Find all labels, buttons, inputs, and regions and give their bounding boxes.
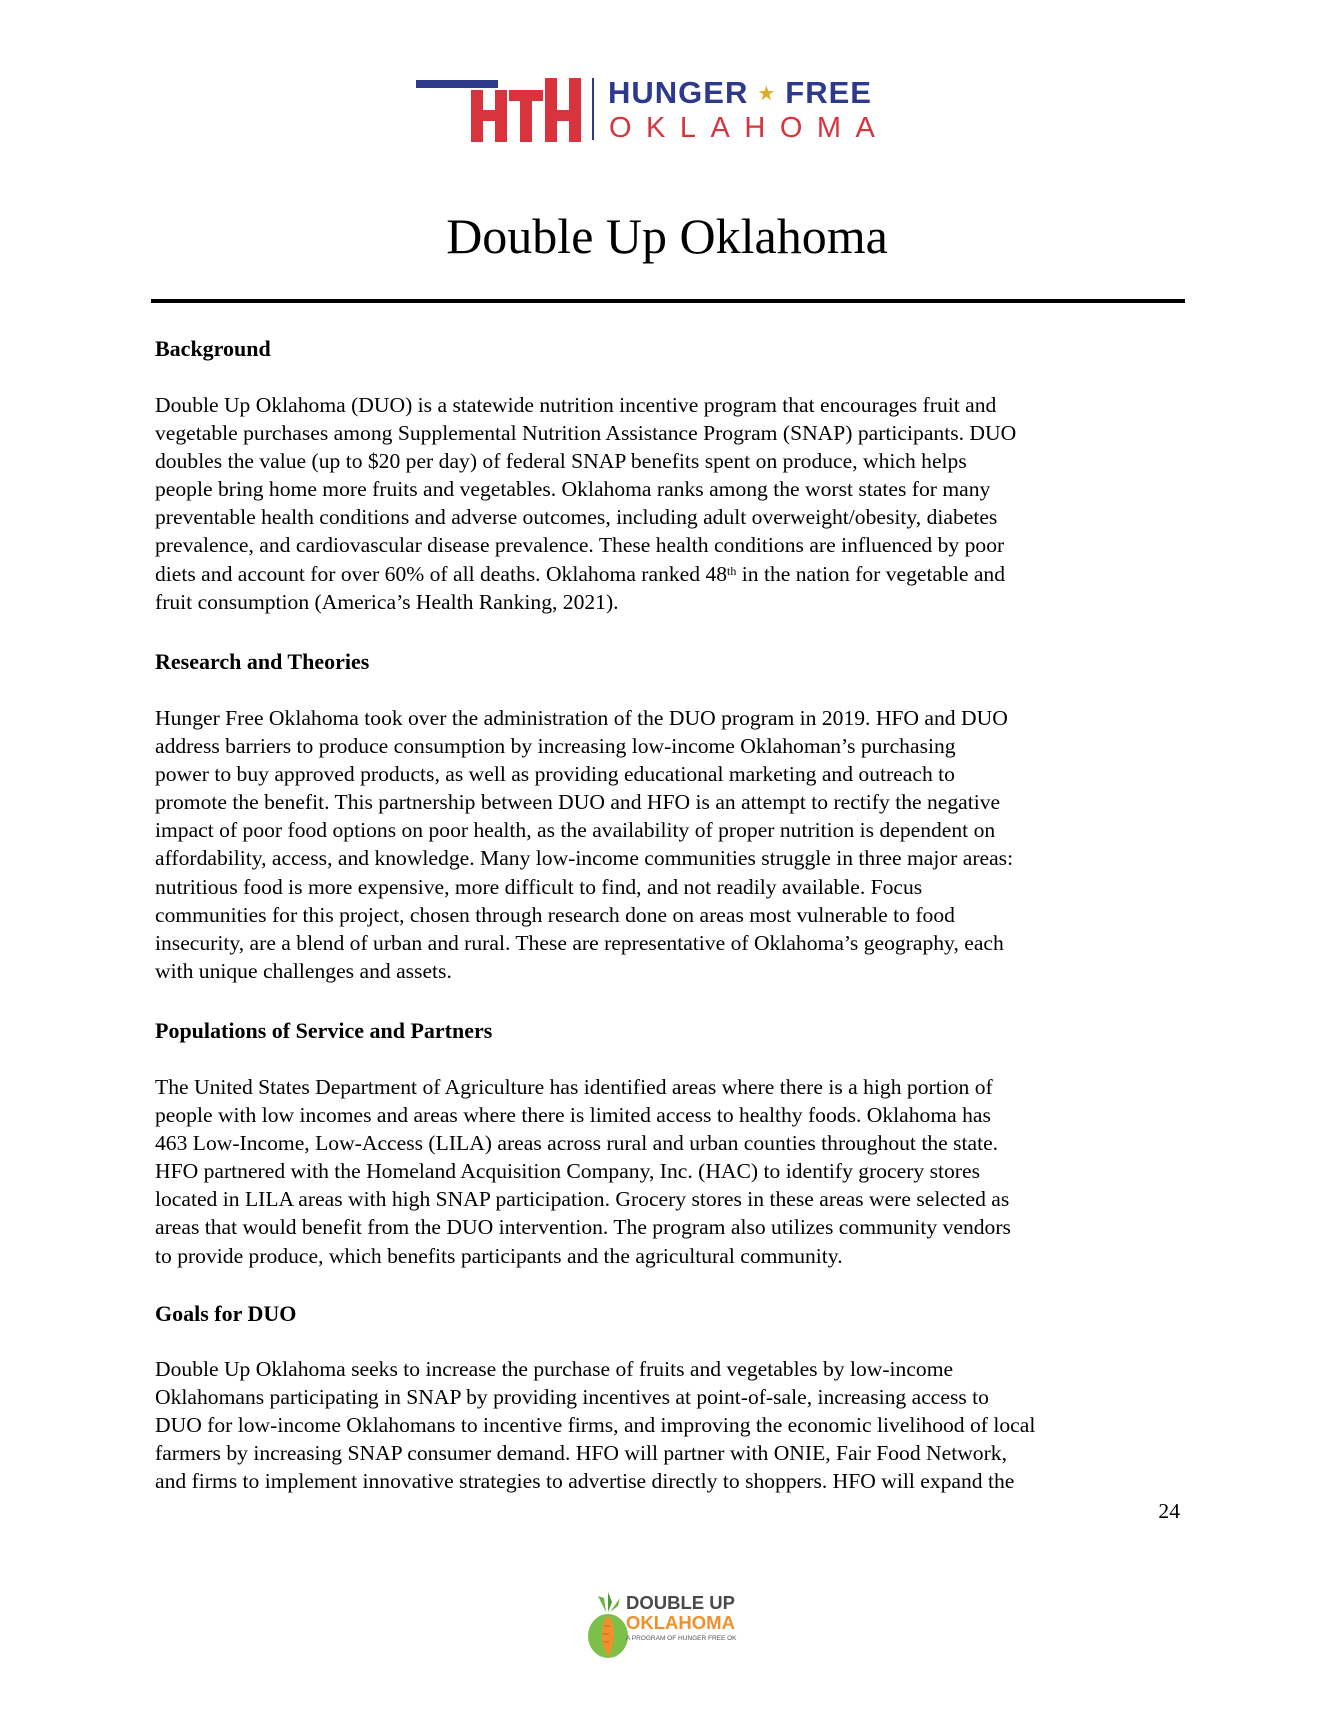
- paragraph-line: located in LILA areas with high SNAP participation. Grocery stores in these areas were selected as: [155, 1187, 1010, 1212]
- paragraph-line: to provide produce, which benefits participants and the agricultural community.: [155, 1243, 843, 1268]
- section-heading-populations: Populations of Service and Partners: [155, 1018, 493, 1043]
- section-heading-research: Research and Theories: [155, 649, 370, 674]
- logo-word-oklahoma: OKLAHOMA: [609, 112, 890, 144]
- section-heading-background: Background: [155, 336, 271, 361]
- logo-tagline: A PROGRAM OF HUNGER FREE OK: [626, 1635, 737, 1642]
- paragraph-line: preventable health conditions and adverse outcomes, including adult overweight/obesity, diabetes: [155, 505, 998, 530]
- hunger-free-oklahoma-logo: [416, 76, 926, 144]
- paragraph-line: Oklahomans participating in SNAP by providing incentives at point-of-sale, increasing access to: [155, 1385, 989, 1410]
- paragraph-line: communities for this project, chosen through research done on areas most vulnerable to food: [155, 902, 955, 927]
- paragraph-line: DUO for low-income Oklahomans to incentive firms, and improving the economic livelihood of local: [155, 1413, 1036, 1438]
- page-number: 24: [1158, 1499, 1180, 1523]
- paragraph-line: with unique challenges and assets.: [155, 958, 452, 983]
- logo-double-up: DOUBLE UP: [626, 1592, 735, 1613]
- section-paragraph-background: [155, 391, 1195, 616]
- paragraph-line: The United States Department of Agriculture has identified areas where there is a high portion of: [155, 1075, 993, 1099]
- paragraph-line: Hunger Free Oklahoma took over the administration of the DUO program in 2019. HFO and DUO: [155, 706, 1008, 730]
- paragraph-line: fruit consumption (America’s Health Ranking, 2021).: [155, 589, 619, 614]
- paragraph-line: farmers by increasing SNAP consumer demand. HFO will partner with ONIE, Fair Food Network,: [155, 1441, 1007, 1466]
- section-paragraph-research: [155, 704, 1195, 985]
- carrot-apple-icon: [586, 1592, 630, 1658]
- logo-wordmark-top: [608, 76, 872, 110]
- double-up-oklahoma-logo: [586, 1592, 762, 1660]
- paragraph-line: doubles the value (up to $20 per day) of federal SNAP benefits spent on produce, which helps: [155, 449, 967, 474]
- paragraph-line: nutritious food is more expensive, more difficult to find, and not readily available. Focus: [155, 874, 923, 899]
- paragraph-line: promote the benefit. This partnership between DUO and HFO is an attempt to rectify the negative: [155, 790, 1001, 815]
- section-heading-goals: Goals for DUO: [155, 1301, 297, 1326]
- paragraph-line: insecurity, are a blend of urban and rural. These are representative of Oklahoma’s geography, each: [155, 930, 1004, 955]
- paragraph-line: vegetable purchases among Supplemental Nutrition Assistance Program (SNAP) participants. DUO: [155, 421, 1017, 446]
- paragraph-line: people bring home more fruits and vegetables. Oklahoma ranks among the worst states for many: [155, 477, 991, 502]
- paragraph-line: people with low incomes and areas where there is limited access to healthy foods. Oklahoma has: [155, 1103, 991, 1128]
- paragraph-line: power to buy approved products, as well as providing educational marketing and outreach to: [155, 762, 955, 787]
- logo-word-hunger: HUNGER: [608, 75, 749, 110]
- paragraph-line: areas that would benefit from the DUO intervention. The program also utilizes community vendors: [155, 1215, 1011, 1240]
- paragraph-line: HFO partnered with the Homeland Acquisition Company, Inc. (HAC) to identify grocery stores: [155, 1159, 980, 1184]
- paragraph-line: prevalence, and cardiovascular disease prevalence. These health conditions are influenced by poor: [155, 533, 1005, 558]
- logo-oklahoma: OKLAHOMA: [626, 1612, 735, 1633]
- page-title: Double Up Oklahoma: [446, 208, 888, 264]
- section-paragraph-goals: [155, 1355, 1195, 1495]
- hfh-monogram-icon: [471, 76, 581, 142]
- title-divider: [151, 299, 1185, 303]
- star-icon: ★: [757, 82, 777, 105]
- logo-divider: [592, 78, 594, 140]
- paragraph-line: impact of poor food options on poor health, as the availability of proper nutrition is dependent on: [155, 818, 996, 843]
- paragraph-line-with-ordinal: [155, 560, 1195, 588]
- paragraph-line: affordability, access, and knowledge. Many low-income communities struggle in three major areas:: [155, 846, 1014, 871]
- paragraph-line: 463 Low-Income, Low-Access (LILA) areas across rural and urban counties throughout the state.: [155, 1131, 999, 1156]
- line-text-tail: in the nation for vegetable and: [736, 561, 1006, 586]
- paragraph-line: address barriers to produce consumption by increasing low-income Oklahoman’s purchasing: [155, 734, 956, 759]
- paragraph-line: Double Up Oklahoma seeks to increase the purchase of fruits and vegetables by low-income: [155, 1357, 954, 1381]
- line-text: diets and account for over 60% of all deaths. Oklahoma ranked 48: [155, 561, 728, 586]
- ordinal-suffix: th: [727, 563, 737, 578]
- paragraph-line: Double Up Oklahoma (DUO) is a statewide nutrition incentive program that encourages fruit and: [155, 393, 997, 417]
- section-paragraph-populations: [155, 1073, 1195, 1270]
- logo-word-free: FREE: [785, 75, 872, 110]
- paragraph-line: and firms to implement innovative strategies to advertise directly to shoppers. HFO will expand the: [155, 1469, 1015, 1494]
